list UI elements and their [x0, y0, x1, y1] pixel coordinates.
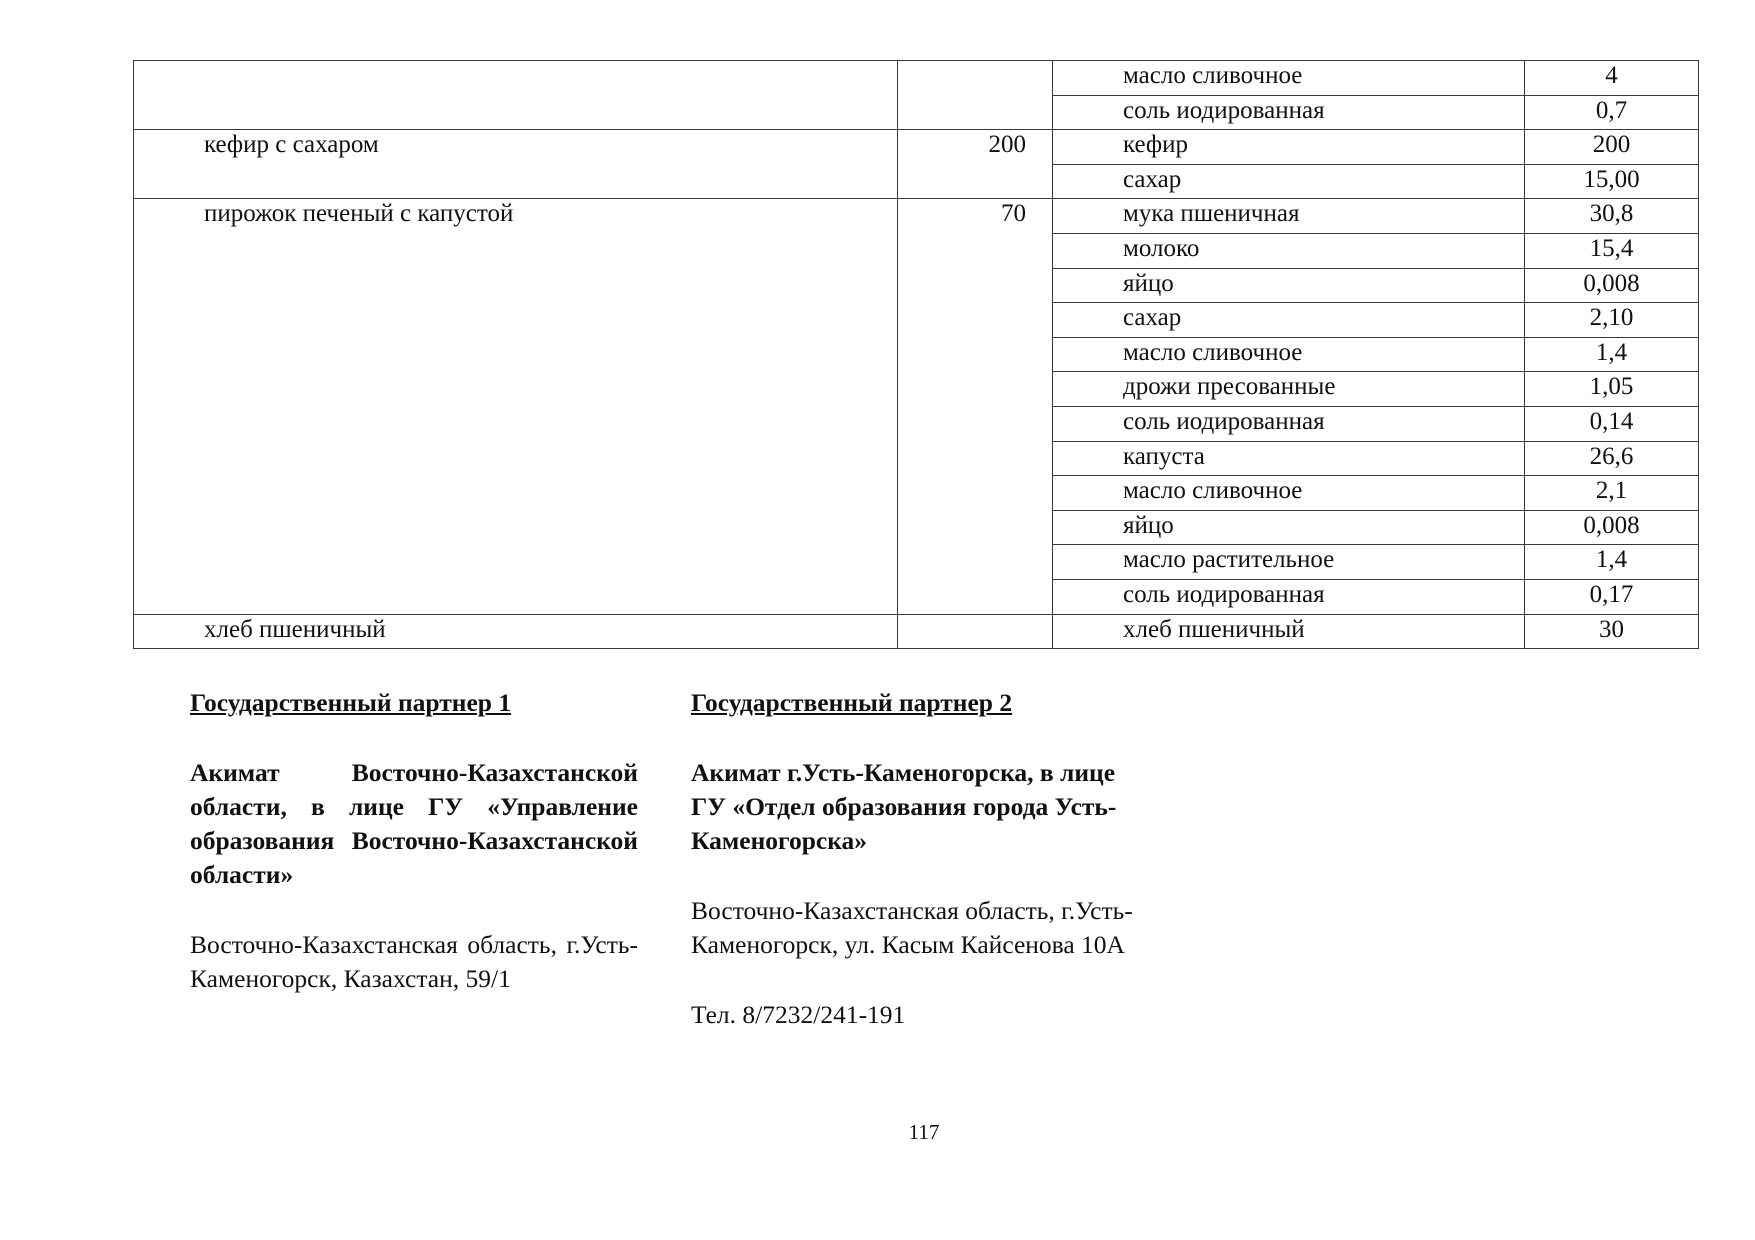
dish-name-cell: хлеб пшеничный: [134, 614, 898, 649]
table-row: [134, 61, 1699, 96]
ingredient-qty-cell: 15,4: [1525, 233, 1699, 268]
partner-2-organization: Акимат г.Усть-Каменогорска, в лице ГУ «Отдел образования города Усть-Каменогорска»: [691, 758, 1117, 855]
dish-yield-cell: [898, 614, 1053, 649]
ingredient-name-cell: яйцо: [1053, 510, 1525, 545]
ingredient-qty-cell: 0,008: [1525, 268, 1699, 303]
ingredient-qty-cell: 0,7: [1525, 95, 1699, 130]
ingredient-qty-cell: 0,008: [1525, 510, 1699, 545]
page-number: 117: [908, 1120, 940, 1144]
ingredient-qty-cell: 0,17: [1525, 579, 1699, 614]
dish-yield-cell: 70: [898, 199, 1053, 614]
partner-1-organization: Акимат Восточно-Казахстанской области, в лице ГУ «Управление образования Восточно-Казахстанской области»: [190, 758, 638, 889]
ingredient-qty-cell: 30: [1525, 614, 1699, 649]
table-row: [134, 130, 1699, 165]
ingredient-qty-cell: 15,00: [1525, 164, 1699, 199]
ingredient-name-cell: мука пшеничная: [1053, 199, 1525, 234]
ingredient-qty-cell: 2,10: [1525, 303, 1699, 338]
ingredient-qty-cell: 0,14: [1525, 406, 1699, 441]
ingredient-name-cell: капуста: [1053, 441, 1525, 476]
partner-2-phone: Тел. 8/7232/241-191: [691, 1000, 906, 1029]
ingredient-qty-cell: 2,1: [1525, 476, 1699, 511]
menu-table: [133, 60, 1699, 649]
ingredient-qty-cell: 1,05: [1525, 372, 1699, 407]
ingredient-qty-cell: 1,4: [1525, 337, 1699, 372]
dish-name-cell: пирожок печеный с капустой: [134, 199, 898, 614]
ingredient-name-cell: соль иодированная: [1053, 579, 1525, 614]
menu-table-body: [134, 61, 1699, 649]
ingredient-name-cell: сахар: [1053, 164, 1525, 199]
ingredient-name-cell: соль иодированная: [1053, 95, 1525, 130]
ingredient-qty-cell: 1,4: [1525, 545, 1699, 580]
ingredient-name-cell: хлеб пшеничный: [1053, 614, 1525, 649]
ingredient-name-cell: масло сливочное: [1053, 61, 1525, 96]
ingredient-qty-cell: 30,8: [1525, 199, 1699, 234]
ingredient-name-cell: масло растительное: [1053, 545, 1525, 580]
ingredient-qty-cell: 4: [1525, 61, 1699, 96]
partner-2-address: Восточно-Казахстанская область, г.Усть-Каменогорск, ул. Касым Кайсенова 10А: [691, 896, 1133, 959]
table-row: [134, 614, 1699, 649]
ingredient-qty-cell: 200: [1525, 130, 1699, 165]
partner-2-heading: Государственный партнер 2: [691, 688, 1013, 717]
ingredient-name-cell: молоко: [1053, 233, 1525, 268]
dish-yield-cell: [898, 61, 1053, 130]
partner-1-address: Восточно-Казахстанская область, г.Усть-Каменогорск, Казахстан, 59/1: [190, 930, 638, 993]
ingredient-name-cell: соль иодированная: [1053, 406, 1525, 441]
partner-1-heading: Государственный партнер 1: [190, 688, 512, 717]
ingredient-name-cell: яйцо: [1053, 268, 1525, 303]
dish-name-cell: [134, 61, 898, 130]
ingredient-name-cell: масло сливочное: [1053, 337, 1525, 372]
ingredient-name-cell: кефир: [1053, 130, 1525, 165]
table-row: [134, 199, 1699, 234]
dish-yield-cell: 200: [898, 130, 1053, 199]
partner-1-block: [190, 686, 638, 996]
dish-name-cell: кефир с сахаром: [134, 130, 898, 199]
ingredient-name-cell: масло сливочное: [1053, 476, 1525, 511]
partner-2-block: [691, 686, 1151, 1032]
ingredient-name-cell: сахар: [1053, 303, 1525, 338]
ingredient-name-cell: дрожи пресованные: [1053, 372, 1525, 407]
ingredient-qty-cell: 26,6: [1525, 441, 1699, 476]
